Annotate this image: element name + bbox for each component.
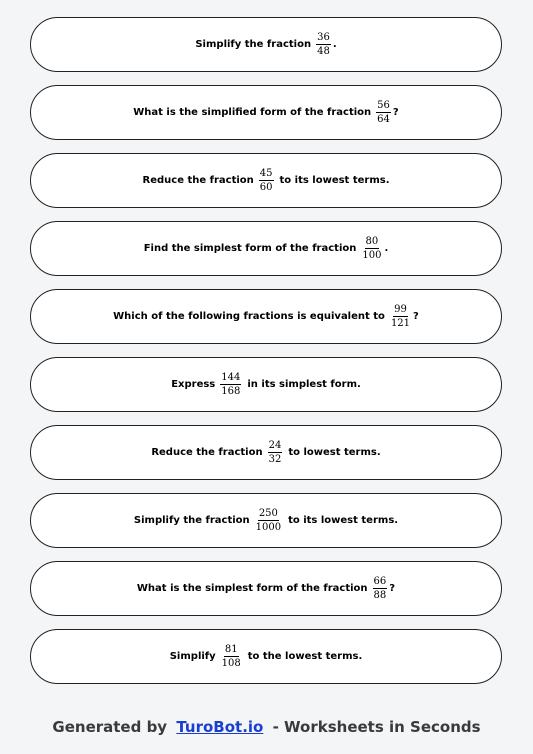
question-suffix: . <box>332 39 337 50</box>
fraction-denominator: 1000 <box>255 522 282 533</box>
fraction <box>259 168 274 193</box>
fraction <box>221 644 242 669</box>
fraction <box>316 32 331 57</box>
question-card <box>30 17 502 72</box>
question-text: Express <box>171 379 216 390</box>
question-text: Which of the following fractions is equivalent to <box>113 311 385 322</box>
fraction-numerator: 99 <box>394 304 407 315</box>
fraction <box>255 508 282 533</box>
fraction-numerator: 66 <box>373 576 387 587</box>
turobot-link[interactable]: TuroBot.io <box>176 718 264 736</box>
fraction-denominator: 88 <box>373 590 387 601</box>
fraction <box>376 100 391 125</box>
question-text: Reduce the fraction <box>151 447 263 458</box>
fraction-numerator: 24 <box>268 440 282 451</box>
question-text: Reduce the fraction <box>142 175 254 186</box>
fraction-numerator: 56 <box>377 100 390 111</box>
question-card <box>30 357 502 412</box>
question-text: Simplify the fraction <box>133 515 250 526</box>
question-list <box>30 17 502 697</box>
question-card <box>30 561 502 616</box>
fraction-denominator: 60 <box>259 182 273 193</box>
fraction-denominator: 168 <box>221 386 241 397</box>
fraction-numerator: 80 <box>365 236 379 247</box>
question-suffix: . <box>384 243 389 254</box>
question-suffix: to its lowest terms. <box>279 175 390 186</box>
question-text: What is the simplified form of the fraction <box>133 107 372 118</box>
question-suffix: in its simplest form. <box>247 379 361 390</box>
fraction-numerator: 144 <box>221 372 241 383</box>
fraction-denominator: 32 <box>268 454 282 465</box>
question-suffix: ? <box>389 583 396 594</box>
question-card <box>30 629 502 684</box>
fraction <box>390 304 411 329</box>
fraction-numerator: 45 <box>259 168 273 179</box>
question-card <box>30 221 502 276</box>
fraction-denominator: 121 <box>390 318 411 329</box>
question-text: Find the simplest form of the fraction <box>143 243 357 254</box>
fraction <box>220 372 241 397</box>
fraction-denominator: 108 <box>221 658 241 669</box>
fraction <box>373 576 388 601</box>
question-suffix: ? <box>413 311 419 322</box>
fraction-numerator: 250 <box>258 508 278 519</box>
question-text: What is the simplest form of the fraction <box>136 583 368 594</box>
question-suffix: to its lowest terms. <box>288 515 399 526</box>
fraction <box>361 236 382 261</box>
fraction-numerator: 81 <box>224 644 238 655</box>
fraction-numerator: 36 <box>317 32 330 43</box>
question-text: Simplify <box>169 651 216 662</box>
question-suffix: ? <box>392 107 399 118</box>
footer-suffix: - Worksheets in Seconds <box>272 718 481 736</box>
fraction <box>268 440 283 465</box>
question-card <box>30 425 502 480</box>
question-card <box>30 153 502 208</box>
question-suffix: to lowest terms. <box>288 447 381 458</box>
question-text: Simplify the fraction <box>195 39 312 50</box>
question-card <box>30 85 502 140</box>
fraction-denominator: 100 <box>362 250 382 261</box>
fraction-denominator: 64 <box>377 114 390 125</box>
question-card <box>30 289 502 344</box>
question-card <box>30 493 502 548</box>
footer <box>0 718 533 736</box>
question-suffix: to the lowest terms. <box>247 651 363 662</box>
footer-prefix: Generated by <box>52 718 168 736</box>
fraction-denominator: 48 <box>317 46 330 57</box>
